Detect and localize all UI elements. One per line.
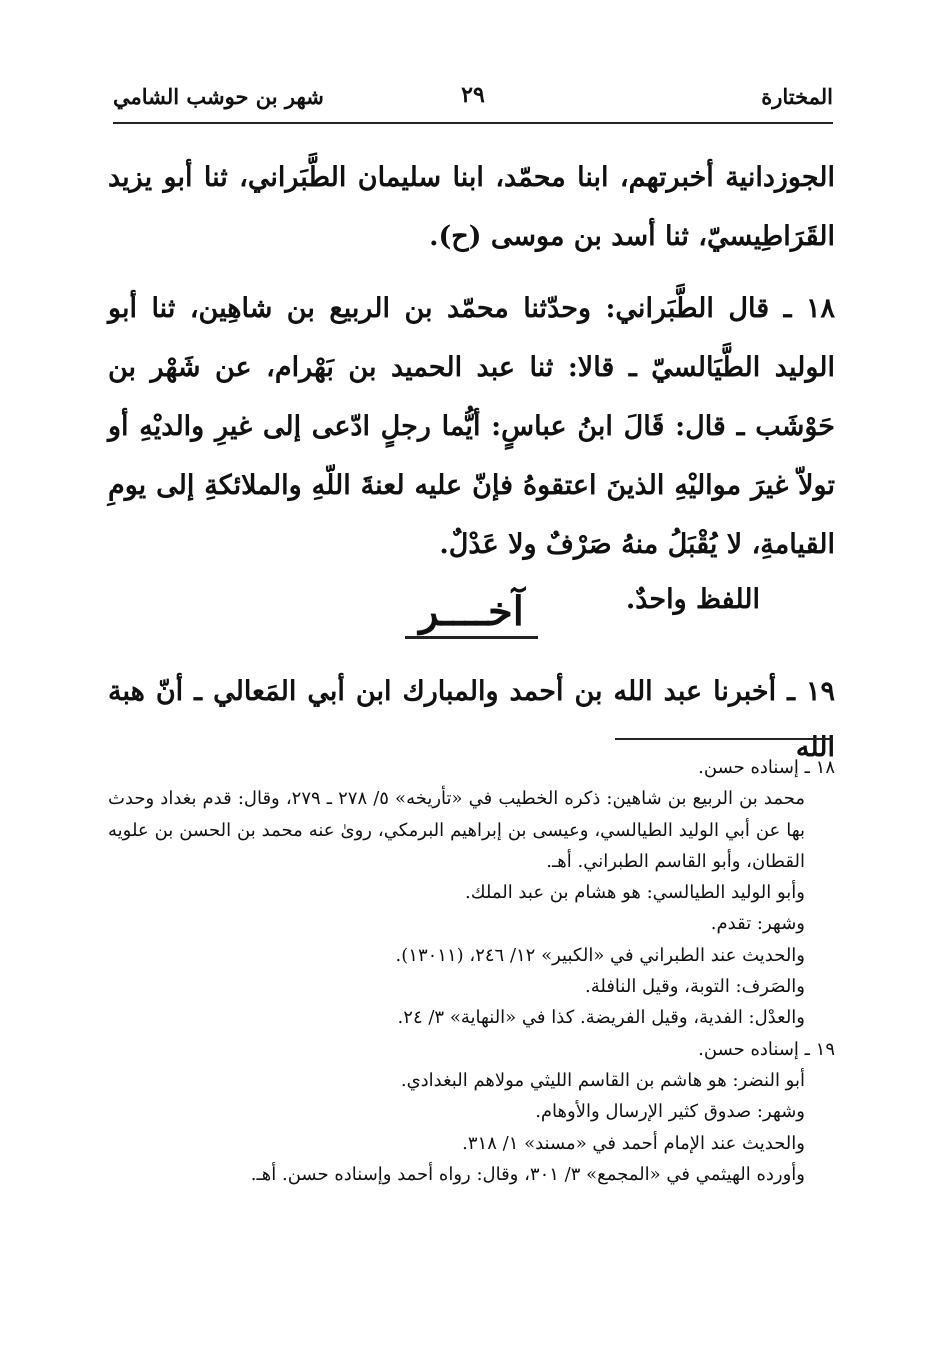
section-heading-text: آخــــر [405, 590, 538, 639]
footnote-line: والصَرف: التوبة، وقيل النافلة. [585, 976, 805, 998]
footnotes [108, 752, 835, 1190]
header-rule [113, 122, 833, 124]
footnote-line: والعدْل: الفدية، وقيل الفريضة. كذا في «النهاية» ٣/ ٢٤. [397, 1007, 805, 1029]
hadith-18: ١٨ ـ قال الطَّبَراني: وحدّثنا محمّد بن الربيع بن شاهِين، ثنا أبو الوليد الطَّيَالسيّ ـ قالا: ثنا عبد الحميد بن بَهْرام، عن شَهْر بن حَوْشَب ـ قال: قَالَ ابنُ عباسٍ: أيُّما رجلٍ ادّعى إلى غيرِ والديْهِ أو تولاّ غيرَ مواليْهِ الذينَ اعتقوهُ فإنّ عليه لعنةَ اللّهِ والملائكةِ إلى يومِ القيامةِ، لا يُقْبَلُ منهُ صَرْفٌ ولا عَدْلٌ. [108, 293, 835, 560]
closing-remark: اللفظ واحدٌ. [625, 584, 760, 615]
footnote-19-body [108, 1065, 835, 1190]
footnote-18-head: ١٨ ـ إسناده حسن. [698, 757, 835, 778]
footnote-line: وأبو الوليد الطيالسي: هو هشام بن عبد الملك. [464, 882, 805, 904]
footnote-19-head: ١٩ ـ إسناده حسن. [698, 1038, 835, 1060]
page-number: ٢٩ [461, 82, 485, 108]
main-text [108, 148, 835, 626]
chapter-title: شهر بن حوشب الشامي [113, 84, 324, 109]
book-title: المختارة [761, 84, 833, 109]
footnote-18-body [108, 783, 835, 1033]
continuation-paragraph: الجوزدانية أخبرتهم، ابنا محمّد، ابنا سليمان الطَّبَراني، ثنا أبو يزيد القَرَاطِيسيّ، ثنا أسد بن موسى (ح). [108, 162, 835, 252]
footnote-line: وشهر: صدوق كثير الإرسال والأوهام. [535, 1101, 805, 1123]
footnote-line: وأورده الهيثمي في «المجمع» ٣/ ٣٠١، وقال: رواه أحمد وإسناده حسن. أهـ. [250, 1163, 805, 1185]
running-header [113, 78, 833, 118]
footnote-line: والحديث عند الإمام أحمد في «مسند» ١/ ٣١٨. [462, 1132, 805, 1154]
footnote-line: وشهر: تقدم. [710, 913, 805, 935]
footnote-line: أبو النضر: هو هاشم بن القاسم الليثي مولاهم البغدادي. [400, 1069, 805, 1091]
footnote-separator [615, 738, 833, 740]
footnote-line: والحديث عند الطبراني في «الكبير» ١٢/ ٢٤٦، (١٣٠١١). [395, 944, 805, 966]
section-heading [108, 588, 835, 639]
footnote-line: محمد بن الربيع بن شاهين: ذكره الخطيب في «تأريخه» ٥/ ٢٧٨ ـ ٢٧٩، وقال: قدم بغداد وحدث بها عن أبي الوليد الطيالسي، وعيسى بن إبراهيم البرمكي، روىٰ عنه محمد بن الحسن بن علويه القطان، وأبو القاسم الطبراني. أهـ. [108, 788, 805, 872]
hadith-19: ١٩ ـ أخبرنا عبد الله بن أحمد والمبارك ابن أبي المَعالي ـ أنّ هبة الله [108, 676, 835, 763]
